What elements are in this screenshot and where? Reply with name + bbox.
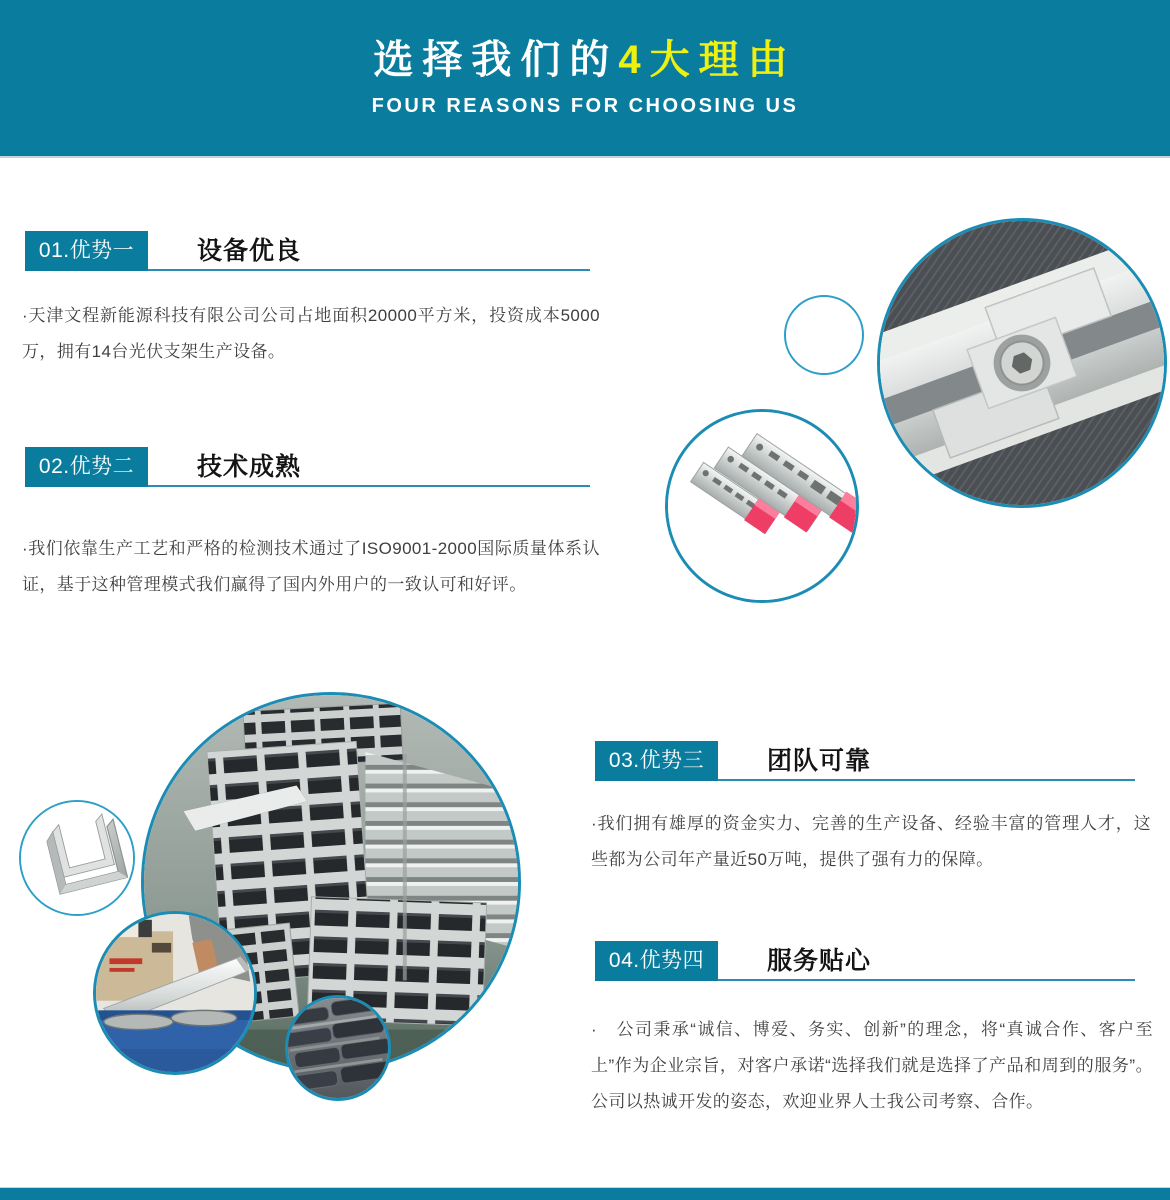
section-3-title: 团队可靠 xyxy=(767,747,872,775)
section-4-title: 服务贴心 xyxy=(767,947,872,975)
bundle-photo-circle xyxy=(285,995,391,1101)
section-4-header xyxy=(595,941,1135,981)
machine-photo-illustration xyxy=(96,914,254,1072)
section-2-body: ·我们依靠生产工艺和严格的检测技术通过了ISO9001-2000国际质量体系认证，基于这种管理模式我们赢得了国内外用户的一致认可和好评。 xyxy=(22,539,600,594)
page-title xyxy=(373,40,796,80)
page-title-accent: 4大理由 xyxy=(618,38,797,82)
u-channel-photo-circle xyxy=(19,800,135,916)
section-2-title: 技术成熟 xyxy=(197,453,302,481)
section-3-body: ·我们拥有雄厚的资金实力、完善的生产设备、经验丰富的管理人才，这些都为公司年产量近50万吨，提供了强有力的保障。 xyxy=(591,814,1151,869)
decorative-empty-circle xyxy=(784,295,864,375)
banner xyxy=(0,0,1170,158)
section-3-badge: 03.优势三 xyxy=(595,741,718,781)
clamp-photo-circle xyxy=(877,218,1167,508)
bundle-photo-illustration xyxy=(288,998,388,1098)
section-1-badge: 01.优势一 xyxy=(25,231,148,271)
section-2-badge: 02.优势二 xyxy=(25,447,148,487)
page-title-main: 选择我们的 xyxy=(373,38,619,82)
struts-photo-circle xyxy=(665,409,859,603)
bottom-accent-bar xyxy=(0,1187,1170,1200)
section-1-body: ·天津文程新能源科技有限公司公司占地面积20000平方米，投资成本5000万，拥有14台光伏支架生产设备。 xyxy=(22,306,600,361)
section-1-title: 设备优良 xyxy=(197,237,302,265)
u-channel-photo-illustration xyxy=(21,802,133,914)
machine-photo-circle xyxy=(93,911,257,1075)
struts-photo-illustration xyxy=(668,412,856,600)
section-4-badge: 04.优势四 xyxy=(595,941,718,981)
section-1-header xyxy=(25,231,590,271)
section-3-header xyxy=(595,741,1135,781)
clamp-photo-illustration xyxy=(880,221,1164,505)
section-2-header xyxy=(25,447,590,487)
page-subtitle: FOUR REASONS FOR CHOOSING US xyxy=(371,95,799,117)
section-4-body: · 公司秉承“诚信、博爱、务实、创新”的理念，将“真诚合作、客户至上”作为企业宗旨，对客户承诺“选择我们就是选择了产品和周到的服务”。公司以热诚开发的姿态，欢迎业界人士我公司考察、合作。 xyxy=(591,1020,1153,1111)
